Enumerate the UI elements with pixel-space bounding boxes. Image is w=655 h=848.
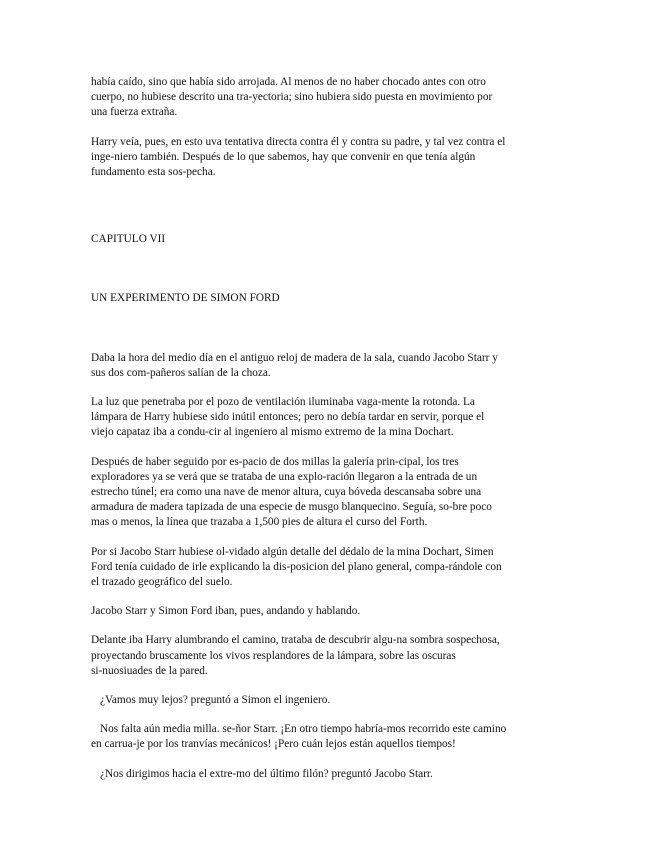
spacer [91,307,571,351]
paragraph: había caído, sino que había sido arrojada. Al menos de no haber chocado antes con otro cuerpo, no hubiese descrito una tra-yectoria; sino hubiera sido puesta en movimiento por una fuerza extraña. [91,76,493,119]
paragraph: La luz que penetraba por el pozo de ventilación iluminaba vaga-mente la rotonda. La lámpara de Harry hubiese sido inútil entonces; pero no debía tardar en servir, porque el viejo capataz iba a condu-cir al ingeniero al mismo extremo de la mina Dochart. [91,396,485,439]
paragraph: Jacobo Starr y Simon Ford iban, pues, andando y hablando. [91,605,361,618]
paragraph: Por si Jacobo Starr hubiese ol-vidado algún detalle del dédalo de la mina Dochart, Simen Ford tenía cuidado de irle explicando la dis-posicion del plano general, compa-rándole con el trazado geográfico del suelo. [91,545,502,589]
dialogue-paragraph: Nos falta aún media milla. se-ñor Starr. ¡En otro tiempo habría-mos recorrido este camino en carrua-je por los tranvías mecánicos! ¡Pero cuán lejos están aquellos tiempos! [91,723,507,751]
paragraph: Después de haber seguido por es-pacio de dos millas la galería prin-cipal, los tres exploradores ya se verá que se trataba de una explo-ración llegaron a la entrada de un estrecho túnel; era como una nave de menor altura, cuya bóveda descansaba sobre una armadura de madera tapizada de una especie de musgo blanquecino. Seguía, so-bre poco mas o menos, la línea que trazaba a 1,500 pies de altura el curso del Forth. [91,455,492,529]
paragraph: Delante iba Harry alumbrando el camino, trataba de descubrir algu-na sombra sospechosa, proyectando bruscamente los vivos resplandores de la lámpara, sobre las oscuras si-nuosiuades de la pared. [91,634,500,677]
dialogue-paragraph: ¿Nos dirigimos hacia el extre-mo del último filón? preguntó Jacobo Starr. [100,767,433,780]
chapter-number: CAPITULO VII [91,233,166,246]
document-page [91,75,571,796]
chapter-title: UN EXPERIMENTO DE SIMON FORD [91,292,280,305]
paragraph: Harry veía, pues, en esto uva tentativa directa contra él y contra su padre, y tal vez contra el inge-niero también. Después de lo que sabemos, hay que convenir en que tenía algún fundamento esta sos-pecha. [91,135,506,179]
spacer [91,247,571,291]
paragraph: Daba la hora del medio día en el antiguo reloj de madera de la sala, cuando Jacobo Starr y sus dos com-pañeros salían de la choza. [91,351,498,379]
spacer [91,194,571,232]
dialogue-paragraph: ¿Vamos muy lejos? preguntó a Simon el ingeniero. [100,694,331,707]
